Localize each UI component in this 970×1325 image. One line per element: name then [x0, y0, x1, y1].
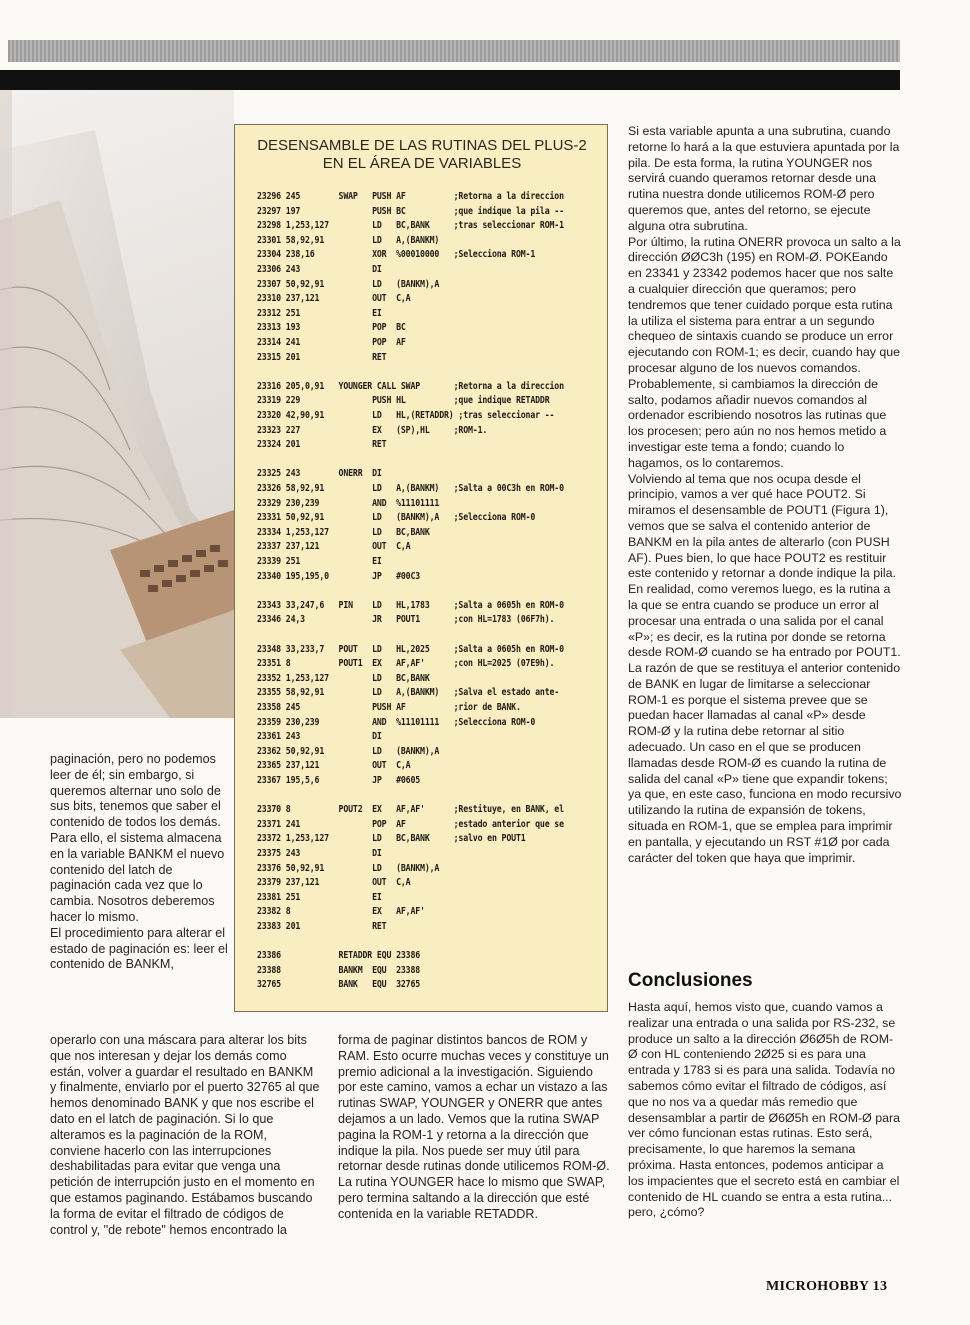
left-paragraph-1: paginación, pero no podemos leer de él; sin embargo, si queremos alternar uno solo de sus bits, tenemos que saber el contenido de todos los demás. Para ello, el sistema almacena en la variable BANKM el nuevo contenido del latch de paginación cada vez que lo cambia. Nosotros deberemos hacer lo mismo. [50, 752, 225, 924]
code-line: 23315 201 RET [257, 351, 387, 363]
code-line: 23323 227 EX (SP),HL ;ROM-1. [257, 424, 488, 436]
code-line: 23348 33,233,7 POUT LD HL,2025 ;Salta a 0605h en ROM-0 [257, 643, 564, 655]
code-line: 23372 1,253,127 LD BC,BANK ;salvo en POUT1 [257, 833, 526, 845]
page-number: 13 [872, 1279, 888, 1294]
listing-title-line-2: EN EL ÁREA DE VARIABLES [322, 155, 522, 172]
code-line: 23352 1,253,127 LD BC,BANK [257, 672, 430, 684]
code-line: 23346 24,3 JR POUT1 ;con HL=1783 (06F7h). [257, 614, 555, 626]
code-line: 23351 8 POUT1 EX AF,AF' ;con HL=2025 (07E9h). [257, 658, 555, 670]
code-line: 23320 42,90,91 LD HL,(RETADDR) ;tras seleccionar -- [257, 410, 555, 421]
conclusions-text [628, 1000, 902, 1221]
conclusions-heading: Conclusiones [628, 970, 753, 991]
code-line: 23361 243 DI [257, 731, 382, 743]
code-line: 23316 205,0,91 YOUNGER CALL SWAP ;Retorna a la direccion [257, 380, 564, 392]
code-line: 23337 237,121 OUT C,A [257, 541, 411, 553]
code-line: 23298 1,253,127 LD BC,BANK ;tras seleccionar ROM-1 [257, 220, 564, 232]
code-line: 23375 243 DI [257, 848, 382, 859]
magazine-name: MICROHOBBY [766, 1279, 869, 1294]
code-line: 23296 245 SWAP PUSH AF ;Retorna a la direccion [257, 191, 564, 202]
code-line: 23324 201 RET [257, 439, 387, 451]
code-line: 23307 50,92,91 LD (BANKM),A [257, 278, 440, 290]
code-line: 23376 50,92,91 LD (BANKM),A [257, 862, 440, 874]
code-line: 23301 58,92,91 LD A,(BANKM) [257, 234, 440, 246]
page-footer [766, 1279, 887, 1295]
code-line: 23367 195,5,6 JP #0605 [257, 775, 421, 786]
code-line: 23379 237,121 OUT C,A [257, 877, 411, 889]
code-line: 23313 193 POP BC [257, 322, 406, 334]
disassembly-listing [234, 124, 608, 1012]
code-line: 23314 241 POP AF [257, 337, 406, 348]
code-line: 23340 195,195,0 JP #00C3 [257, 570, 421, 582]
right-paragraph-1: Si esta variable apunta a una subrutina, cuando retorne lo hará a la que estuviera apuntada por la pila. De esta forma, la rutina YOUNGER nos servirá cuando queramos retornar desde una rutina nuestra donde utilicemos ROM-Ø pero queremos que, antes del retorno, se ejecute alguna otra subrutina. [628, 124, 900, 233]
listing-title-line-1: DESENSAMBLE DE LAS RUTINAS DEL PLUS-2 [257, 137, 587, 154]
code-line: 23359 230,239 AND %11101111 ;Selecciona ROM-0 [257, 716, 536, 728]
left-paragraph-3: operarlo con una máscara para alterar los bits que nos interesan y dejar los demás como están, volver a guardar el resultado en BANKM y finalmente, enviarlo por el puerto 32765 al que hemos denominado BANK y que nos escribe el dato en el latch de paginación. Si lo que alteramos es la paginación de la ROM, conviene hacerlo con las interrupciones deshabilitadas para evitar que venga una petición de interrupción justo en el momento en que estamos paginando. Estábamos buscando la forma de evitar el filtrado de códigos de control y, "de rebote" hemos encontrado la [50, 1033, 320, 1237]
code-line: 23297 197 PUSH BC ;que indique la pila -- [257, 205, 564, 217]
header-black-band [0, 70, 900, 90]
code-line: 23365 237,121 OUT C,A [257, 760, 411, 772]
right-paragraph-2: Por último, la rutina ONERR provoca un salto a la dirección ØØC3h (195) en ROM-Ø. POKEando en 23341 y 23342 podemos hacer que nos salte a cualquier dirección que queramos; pero tendremos que tener cuidado porque esta rutina la utiliza el sistema para entrar a un segundo chequeo de sintaxis cuando se produce un error ejecutando con ROM-1; es decir, cuando hay que procesar alguno de los nuevos comandos. Probablemente, si cambiamos la dirección de salto, podamos añadir nuevos comandos al ordenador escribiendo nosotros las rutinas que los procesen; pero aún no nos hemos metido a investigar este tema a fondo; cuando lo hagamos, os lo contaremos. [628, 234, 901, 470]
code-line: 23326 58,92,91 LD A,(BANKM) ;Salta a 00C3h en ROM-0 [257, 483, 564, 494]
code-line: 23334 1,253,127 LD BC,BANK [257, 526, 430, 538]
listing-title [235, 137, 609, 173]
header-grey-band [8, 40, 900, 62]
code-line: 23312 251 EI [257, 307, 382, 319]
middle-paragraph-1: forma de paginar distintos bancos de ROM y RAM. Esto ocurre muchas veces y constituye un premio adicional a la investigación. Siguiendo por este camino, vamos a echar un vistazo a las rutinas SWAP, YOUNGER y ONERR que antes dejamos a un lado. Vemos que la rutina SWAP pagina la ROM-1 y retorna a la dirección que indique la pila. Nos puede ser muy útil para retornar desde rutinas donde utilicemos ROM-Ø. [338, 1033, 610, 1174]
code-line: 23329 230,239 AND %11101111 [257, 497, 440, 509]
left-wide-text [50, 1033, 320, 1238]
code-line: 23339 251 EI [257, 556, 382, 567]
computer-photo [0, 90, 234, 718]
code-line: 23310 237,121 OUT C,A [257, 293, 411, 305]
computer-stack-illustration [0, 90, 234, 718]
code-line: 23371 241 POP AF ;estado anterior que se [257, 818, 564, 830]
left-narrow-text [50, 752, 228, 973]
code-line: 23362 50,92,91 LD (BANKM),A [257, 745, 440, 757]
code-line: 23355 58,92,91 LD A,(BANKM) ;Salva el estado ante- [257, 687, 560, 699]
code-line: 23325 243 ONERR DI [257, 468, 382, 480]
conclusions-paragraph: Hasta aquí, hemos visto que, cuando vamos a realizar una entrada o una salida por RS-232, se produce un salto a la dirección Ø6Ø5h de ROM-Ø con HL conteniendo 2Ø25 si es para una entrada y 1783 si es para una salida. Todavía no sabemos cómo evitar el filtrado de códigos, así que no nos va a quedar más remedio que desensamblar a partir de Ø6Ø5h en ROM-Ø para ver cómo funcionan estas rutinas. Esto será, precisamente, lo que haremos la semana próxima. Hasta entonces, podemos anticipar a los impacientes que el secreto está en cambiar el contenido de HL cuando se entra a esta rutina... pero, ¿cómo? [628, 1000, 901, 1220]
code-line: 23319 229 PUSH HL ;que indique RETADDR [257, 395, 550, 407]
code-line: 23386 RETADDR EQU 23386 [257, 950, 421, 962]
code-line: 23331 50,92,91 LD (BANKM),A ;Selecciona ROM-0 [257, 512, 536, 524]
code-line: 32765 BANK EQU 32765 [257, 979, 421, 991]
code-line: 23388 BANKM EQU 23388 [257, 964, 421, 976]
code-line: 23370 8 POUT2 EX AF,AF' ;Restituye, en BANK, el [257, 804, 564, 816]
left-paragraph-2: El procedimiento para alterar el estado de paginación es: leer el contenido de BANKM, [50, 925, 228, 972]
code-line: 23358 245 PUSH AF ;rior de BANK. [257, 702, 521, 713]
code-line: 23306 243 DI [257, 264, 382, 275]
code-line: 23383 201 RET [257, 921, 387, 932]
middle-column-text [338, 1033, 610, 1223]
code-line: 23304 238,16 XOR %00010000 ;Selecciona ROM-1 [257, 249, 536, 261]
code-line: 23381 251 EI [257, 891, 382, 903]
right-column-text [628, 124, 902, 866]
code-line: 23382 8 EX AF,AF' [257, 906, 425, 918]
code-line: 23343 33,247,6 PIN LD HL,1783 ;Salta a 0605h en ROM-0 [257, 599, 564, 611]
right-paragraph-3: Volviendo al tema que nos ocupa desde el principio, vamos a ver qué hace POUT2. Si miramos el desensamble de POUT1 (Figura 1), vemos que se salva el contenido anterior de BANKM en la pila antes de alterarlo (con PUSH AF). Pues bien, lo que hace POUT2 es restituir este contenido y retornar a donde indique la pila. En realidad, como veremos luego, es la rutina a la que se entra cuando se produce un error al procesar una entrada o una salida por el canal «P»; es decir, es la rutina por donde se retorna desde ROM-Ø cuando se ha entrado por POUT1. La razón de que se restituya el anterior contenido de BANK en lugar de limitarse a seleccionar ROM-1 es porque el sistema prevee que se puedan hacer llamadas al canal «P» desde ROM-Ø y la rutina debe retornar al sitio adecuado. Un caso en el que se producen llamadas desde ROM-Ø es cuando la rutina de salida del canal «P» tiene que expandir tokens; ya que, en este caso, funciona en modo recursivo utilizando la rutina de expansión de tokens, situada en ROM-1, que se emplea para imprimir en pantalla, y ejecutando un RST #1Ø por cada carácter del token que haya que imprimir. [628, 471, 902, 865]
middle-paragraph-2: La rutina YOUNGER hace lo mismo que SWAP, pero termina saltando a la dirección que esté contenida en la variable RETADDR. [338, 1175, 606, 1221]
